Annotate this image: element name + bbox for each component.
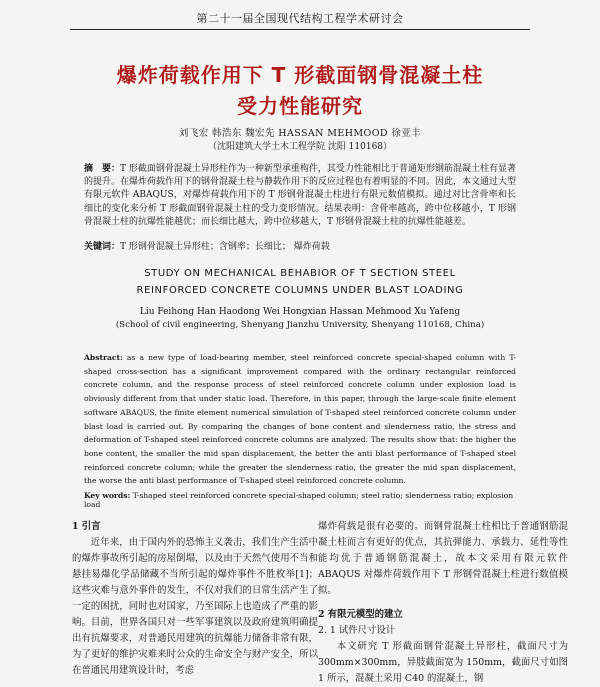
english-keywords-label: Key words: xyxy=(84,491,131,500)
chinese-keywords-text: T 形钢骨混凝土异形柱；含钢率；长细比； 爆炸荷载 xyxy=(120,242,330,252)
chinese-affiliation: （沈阳建筑大学土木工程学院 沈阳 110168） xyxy=(207,142,393,152)
body-right-column xyxy=(318,519,568,687)
english-abstract-text: as a new type of load-bearing member, steel reinforced concrete special-shaped column with T-shaped cross-section has a significant improvement compared with the ordinary rectangular reinforced concrete column, and the response process of steel reinforced concrete column under explosion load is obviously different from that under static load. Therefore, in this paper, through the large-scale finite element software ABAQUS, the finite element numerical simulation of T-shaped steel reinforced concrete column under blast load is carried out. By comparing the changes of bone content and slenderness ratio, the stress and deformation of T-shaped steel reinforced concrete columns are analyzed. The results show that: the higher the bone content, the smaller the mid span displacement, the better the anti blast performance of T-shaped steel reinforced concrete column; while the greater the slenderness ratio, the greater the mid span displacement, the worse the anti blast performance of T-shaped steel reinforced concrete column. xyxy=(84,353,516,486)
english-title-line-2: REINFORCED CONCRETE COLUMNS UNDER BLAST LOADING xyxy=(136,285,464,296)
english-authors: Liu Feihong Han Haodong Wei Hongxian Hassan Mehmood Xu Yafeng xyxy=(139,307,461,317)
chinese-title-line-1: 爆炸荷载作用下 T 形截面钢骨混凝土柱 xyxy=(116,63,484,87)
chinese-keywords xyxy=(84,239,516,252)
chinese-keywords-label: 关键词： xyxy=(84,242,121,252)
running-header: 第二十一届全国现代结构工程学术研讨会 xyxy=(70,10,530,30)
english-title-line-1: STUDY ON MECHANICAL BEHABIOR OF T SECTION STEEL xyxy=(144,268,456,279)
chinese-title xyxy=(0,60,600,122)
chinese-authors: 刘飞宏 韩浩东 魏宏先 HASSAN MEHMOOD 徐亚丰 xyxy=(178,128,422,139)
chinese-abstract xyxy=(84,163,516,229)
section-2-1-paragraph: 本文研究 T 形截面钢骨混凝土异形柱，截面尺寸为 300mm×300mm，异肢截面宽为 150mm，截面尺寸如图 1 所示，混凝土采用 C40 的混凝土，钢 xyxy=(318,641,568,684)
english-title xyxy=(0,265,600,299)
english-abstract-label: Abstract: xyxy=(84,353,123,362)
section-1-paragraph: 近年来，由于国内外的恐怖主义袭击，我们生产生活中的爆炸事故所引起的房屋倒塌，以及由于天然气使用不当和悬挂易爆化学品储藏不当所引起的爆炸事件不胜枚举[1]；这些灾难与意外事件的发生，不仅对我们的日常生活产生了一定的困扰，同时也对国家，乃至国际上也造成了严重的影响。目前，世界各国只对一些军事建筑以及政府建筑明确提出有抗爆要求，对普通民用建筑的抗爆能力储备非常有限，为了更好的维护灾难来时公众的生命安全与财产安全，所以在普通民用建筑设计时，考虑 xyxy=(72,537,318,676)
body-left-column xyxy=(72,519,318,679)
chinese-abstract-text: T 形截面钢骨混凝土异形柱作为一种新型承重构件，其受力性能相比于普通矩形钢筋混凝土柱有显著的提升。在爆炸荷载作用下的钢骨混凝土柱与静载作用下的反应过程也有着明显的不同。因此，本文通过大型有限元软件 ABAQUS，对爆炸荷载作用下的 T 形钢骨混凝土柱进行有限元数值模拟。通过对比含骨率和长细比的变化来分析 T 形截面钢骨混凝土柱的受力变形情况。结果表明：含骨率越高，跨中位移越小，T 形钢骨混凝土柱的抗爆性能越优；而长细比越大，跨中位移越大，T 形钢骨混凝土柱的抗爆性能越差。 xyxy=(84,164,517,227)
section-2-heading: 2 有限元模型的建立 xyxy=(318,609,403,620)
chinese-title-line-2: 受力性能研究 xyxy=(237,94,363,118)
english-abstract xyxy=(84,351,516,488)
english-keywords-text: T-shaped steel reinforced concrete special-shaped column; steel ratio; slenderness ratio; explosion load xyxy=(84,491,514,509)
section-1-heading: 1 引言 xyxy=(72,521,101,532)
continued-paragraph: 爆炸荷载是很有必要的。而钢骨混凝土柱相比于普通钢筋混凝土柱而言有更好的优点，其抗弹能力、承载力、延性等性能均优于普通钢筋混凝土，故本文采用有限元软件 ABAQUS 对爆炸荷载作用下 T 形钢骨混凝土柱进行数值模拟。 xyxy=(318,521,568,596)
english-keywords xyxy=(84,491,516,509)
subsection-2-1-heading: 2. 1 试件尺寸设计 xyxy=(318,625,396,636)
chinese-abstract-label: 摘 要： xyxy=(84,164,121,174)
english-affiliation: (School of civil engineering, Shenyang Jianzhu University, Shenyang 110168, China) xyxy=(115,320,485,330)
